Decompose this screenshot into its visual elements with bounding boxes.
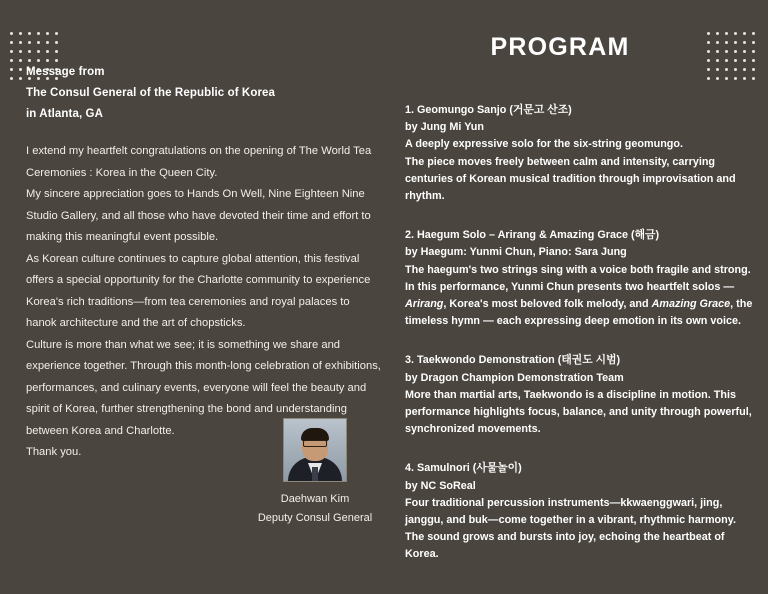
dot — [752, 77, 755, 80]
dot — [707, 68, 710, 71]
dot — [743, 50, 746, 53]
dot — [28, 32, 31, 35]
dot — [19, 32, 22, 35]
dot — [743, 68, 746, 71]
dot — [46, 50, 49, 53]
dot — [734, 77, 737, 80]
dot — [28, 41, 31, 44]
program-item-description: The haegum's two strings sing with a voice both fragile and strong. In this performance, Yunmi Chun presents two heartfelt solos — Arirang, Korea's most beloved folk melody, and Amazing Grace, the timeless hymn — each expressing deep emotion in its own voice. — [405, 263, 753, 328]
dot — [55, 50, 58, 53]
dot — [743, 41, 746, 44]
dot — [734, 50, 737, 53]
dot — [743, 59, 746, 62]
program-item-title: 1. Geomungo Sanjo (거문고 산조) — [405, 104, 572, 116]
program-item-title: 4. Samulnori (사물놀이) — [405, 462, 522, 475]
consul-message-block — [26, 62, 382, 464]
dot — [19, 41, 22, 44]
program-item — [405, 227, 753, 330]
signature-title: Deputy Consul General — [257, 512, 373, 524]
message-paragraph: As Korean culture continues to capture global attention, this festival offers a special opportunity for the Charlotte community to experience Korea's rich traditions—from tea ceremonies and royal palaces to hanok architecture and the art of chopsticks. — [26, 252, 371, 329]
program-item-description: Four traditional percussion instruments—kkwaenggwari, jing, janggu, and buk—come together in a vibrant, rhythmic harmony. The sound grows and bursts into joy, echoing the heartbeat of Korea. — [405, 496, 736, 561]
dot — [10, 41, 13, 44]
program-item-description: A deeply expressive solo for the six-string geomungo. The piece moves freely between calm and intensity, carrying centuries of Korean musical tradition through improvisation and rhythm. — [405, 138, 736, 203]
program-list — [405, 102, 753, 564]
dot — [55, 32, 58, 35]
message-paragraph: I extend my heartfelt congratulations on the opening of The World Tea Ceremonies : Korea in the Queen City. — [26, 145, 372, 179]
dot — [743, 32, 746, 35]
message-heading-line: Message from — [26, 66, 105, 78]
program-item-performer: by Jung Mi Yun — [405, 121, 484, 134]
dot — [734, 59, 737, 62]
dot — [10, 50, 13, 53]
dot — [10, 59, 13, 62]
message-body — [26, 141, 382, 464]
dot — [707, 77, 710, 80]
dot — [725, 68, 728, 71]
dot — [10, 32, 13, 35]
dot — [725, 59, 728, 62]
dot — [19, 77, 22, 80]
dot — [752, 59, 755, 62]
dot — [10, 68, 13, 71]
dot — [716, 68, 719, 71]
signature-block — [232, 418, 398, 528]
dot — [752, 32, 755, 35]
program-item — [405, 460, 753, 563]
dot — [752, 41, 755, 44]
dot — [725, 41, 728, 44]
program-item-title: 2. Haegum Solo – Arirang & Amazing Grace (해금) — [405, 229, 660, 242]
dot — [37, 41, 40, 44]
message-paragraph: My sincere appreciation goes to Hands On Well, Nine Eighteen Nine Studio Gallery, and all those who have devoted their time and effort to making this meaningful event possible. — [26, 188, 371, 243]
dot — [734, 68, 737, 71]
dot — [734, 41, 737, 44]
dot — [55, 41, 58, 44]
dot — [725, 50, 728, 53]
message-paragraph: Culture is more than what we see; it is something we share and experience together. Through this month-long celebration of exhibitions, performances, and culinary events, everyone will feel the beauty and spirit of Korea, further strengthening the bond and understanding between Korea and Charlotte. — [26, 338, 381, 437]
dot — [19, 50, 22, 53]
portrait-photo — [283, 418, 347, 482]
message-heading-line: The Consul General of the Republic of Korea — [26, 87, 276, 99]
dot — [725, 77, 728, 80]
program-item-performer: by Dragon Champion Demonstration Team — [405, 371, 624, 384]
program-item-description: More than martial arts, Taekwondo is a discipline in motion. This performance highlights focus, balance, and unity through powerful, synchronized movements. — [405, 388, 752, 436]
program-item-performer: by NC SoReal — [405, 479, 476, 492]
program-item-performer: by Haegum: Yunmi Chun, Piano: Sara Jung — [405, 246, 627, 259]
message-heading — [26, 62, 382, 125]
program-item-title: 3. Taekwondo Demonstration (태권도 시범) — [405, 354, 621, 367]
dot — [37, 32, 40, 35]
dot — [46, 41, 49, 44]
dot — [19, 68, 22, 71]
program-item — [405, 102, 753, 205]
dot — [19, 59, 22, 62]
dot — [10, 77, 13, 80]
dot — [734, 32, 737, 35]
message-paragraph: Thank you. — [26, 446, 82, 458]
dot — [46, 32, 49, 35]
dot — [716, 77, 719, 80]
program-item — [405, 352, 753, 438]
dot — [37, 50, 40, 53]
dot — [752, 50, 755, 53]
message-heading-line: in Atlanta, GA — [26, 108, 104, 120]
dot — [725, 32, 728, 35]
dot — [752, 68, 755, 71]
signature-name: Daehwan Kim — [280, 493, 350, 505]
dot — [28, 50, 31, 53]
page-title: PROGRAM — [490, 33, 630, 61]
dot — [743, 77, 746, 80]
